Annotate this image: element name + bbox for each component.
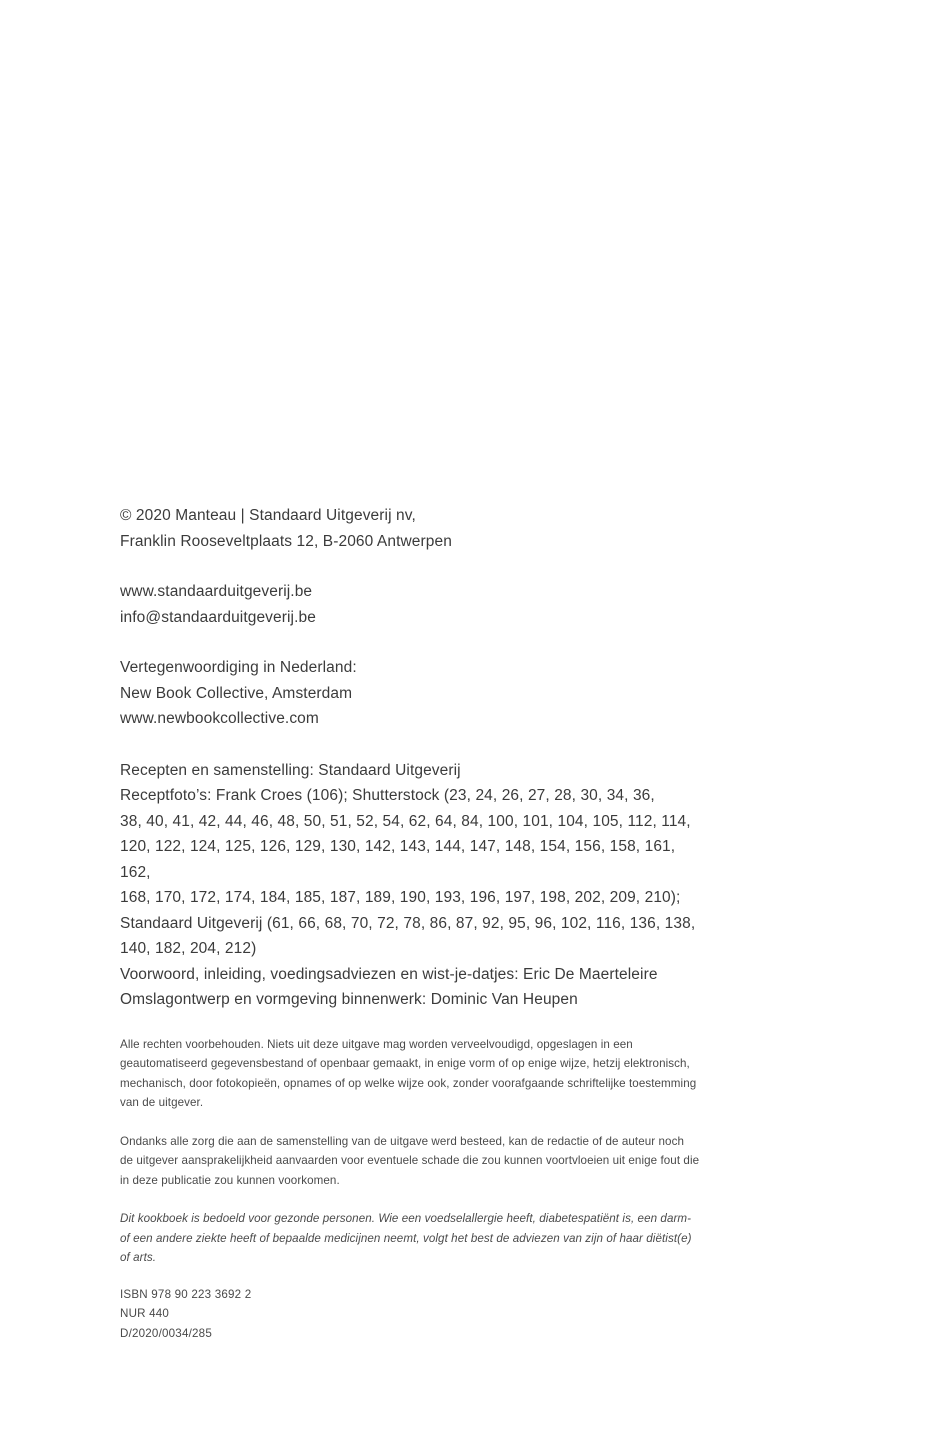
- credits-block: [120, 758, 710, 1013]
- credit-foreword: Voorwoord, inleiding, voedingsadviezen en wist-je-datjes: Eric De Maerteleire: [120, 965, 658, 983]
- netherlands-organisation: New Book Collective, Amsterdam: [120, 684, 353, 702]
- copyright-line-1: © 2020 Manteau | Standaard Uitgeverij nv,: [120, 507, 416, 524]
- health-disclaimer-paragraph: Dit kookboek is bedoeld voor gezonde personen. Wie een voedselallergie heeft, diabetespatiënt is, een darm- of een andere ziekte heeft of bepaalde medicijnen neemt, volgt het best de adviezen van zijn of haar diëtist(e) of arts.: [120, 1212, 692, 1264]
- contact-block: [120, 579, 720, 630]
- copyright-line-2: Franklin Rooseveltplaats 12, B-2060 Antwerpen: [120, 532, 452, 550]
- legal-rights-paragraph: Alle rechten voorbehouden. Niets uit deze uitgave mag worden verveelvoudigd, opgeslagen in een geautomatiseerd gegevensbestand of openbaar gemaakt, in enige vorm of op enige wijze, hetzij elektronisch, mechanisch, door fotokopieën, opnames of op welke wijze ook, zonder voorafgaande schriftelijke toestemming van de uitgever.: [120, 1037, 697, 1109]
- spacer: [120, 1013, 720, 1035]
- spacer: [120, 1190, 700, 1209]
- credit-photos-line-2: 38, 40, 41, 42, 44, 46, 48, 50, 51, 52, 54, 62, 64, 84, 100, 101, 104, 105, 112, 114,: [120, 812, 691, 830]
- isbn-number: ISBN 978 90 223 3692 2: [120, 1287, 252, 1301]
- credit-photos-line-3: 120, 122, 124, 125, 126, 129, 130, 142, 143, 144, 147, 148, 154, 156, 158, 161, 162,: [120, 838, 680, 881]
- copyright-block: [120, 503, 720, 554]
- credit-design: Omslagontwerp en vormgeving binnenwerk: Dominic Van Heupen: [120, 991, 578, 1008]
- credit-photos-line-1: Receptfoto’s: Frank Croes (106); Shutterstock (23, 24, 26, 27, 28, 30, 34, 36,: [120, 787, 655, 804]
- identifiers-block: [120, 1285, 720, 1344]
- colophon-content: [120, 503, 720, 1343]
- spacer: [120, 732, 720, 758]
- credit-photos-line-6: 140, 182, 204, 212): [120, 940, 257, 957]
- netherlands-website: www.newbookcollective.com: [120, 710, 319, 727]
- netherlands-representation-block: [120, 655, 720, 732]
- credit-recipes: Recepten en samenstelling: Standaard Uitgeverij: [120, 761, 461, 779]
- nur-code: NUR 440: [120, 1307, 170, 1320]
- spacer: [120, 554, 720, 579]
- legal-block: [120, 1035, 700, 1268]
- legal-deposit-number: D/2020/0034/285: [120, 1326, 212, 1340]
- publisher-website: www.standaarduitgeverij.be: [120, 583, 313, 600]
- legal-liability-paragraph: Ondanks alle zorg die aan de samenstelling van de uitgave werd besteed, kan de redactie of de auteur noch de uitgever aansprakelijkheid aanvaarden voor eventuele schade die zou kunnen voortvloeien uit enige fout die in deze publicatie zou kunnen voorkomen.: [120, 1134, 700, 1187]
- spacer: [120, 1268, 720, 1285]
- publisher-email: info@standaarduitgeverij.be: [120, 608, 316, 626]
- netherlands-heading: Vertegenwoordiging in Nederland:: [120, 659, 357, 676]
- credit-photos-line-5: Standaard Uitgeverij (61, 66, 68, 70, 72, 78, 86, 87, 92, 95, 96, 102, 116, 136, 138,: [120, 914, 696, 932]
- spacer: [120, 1113, 700, 1132]
- spacer: [120, 630, 720, 655]
- credit-photos-line-4: 168, 170, 172, 174, 184, 185, 187, 189, 190, 193, 196, 197, 198, 202, 209, 210);: [120, 889, 681, 906]
